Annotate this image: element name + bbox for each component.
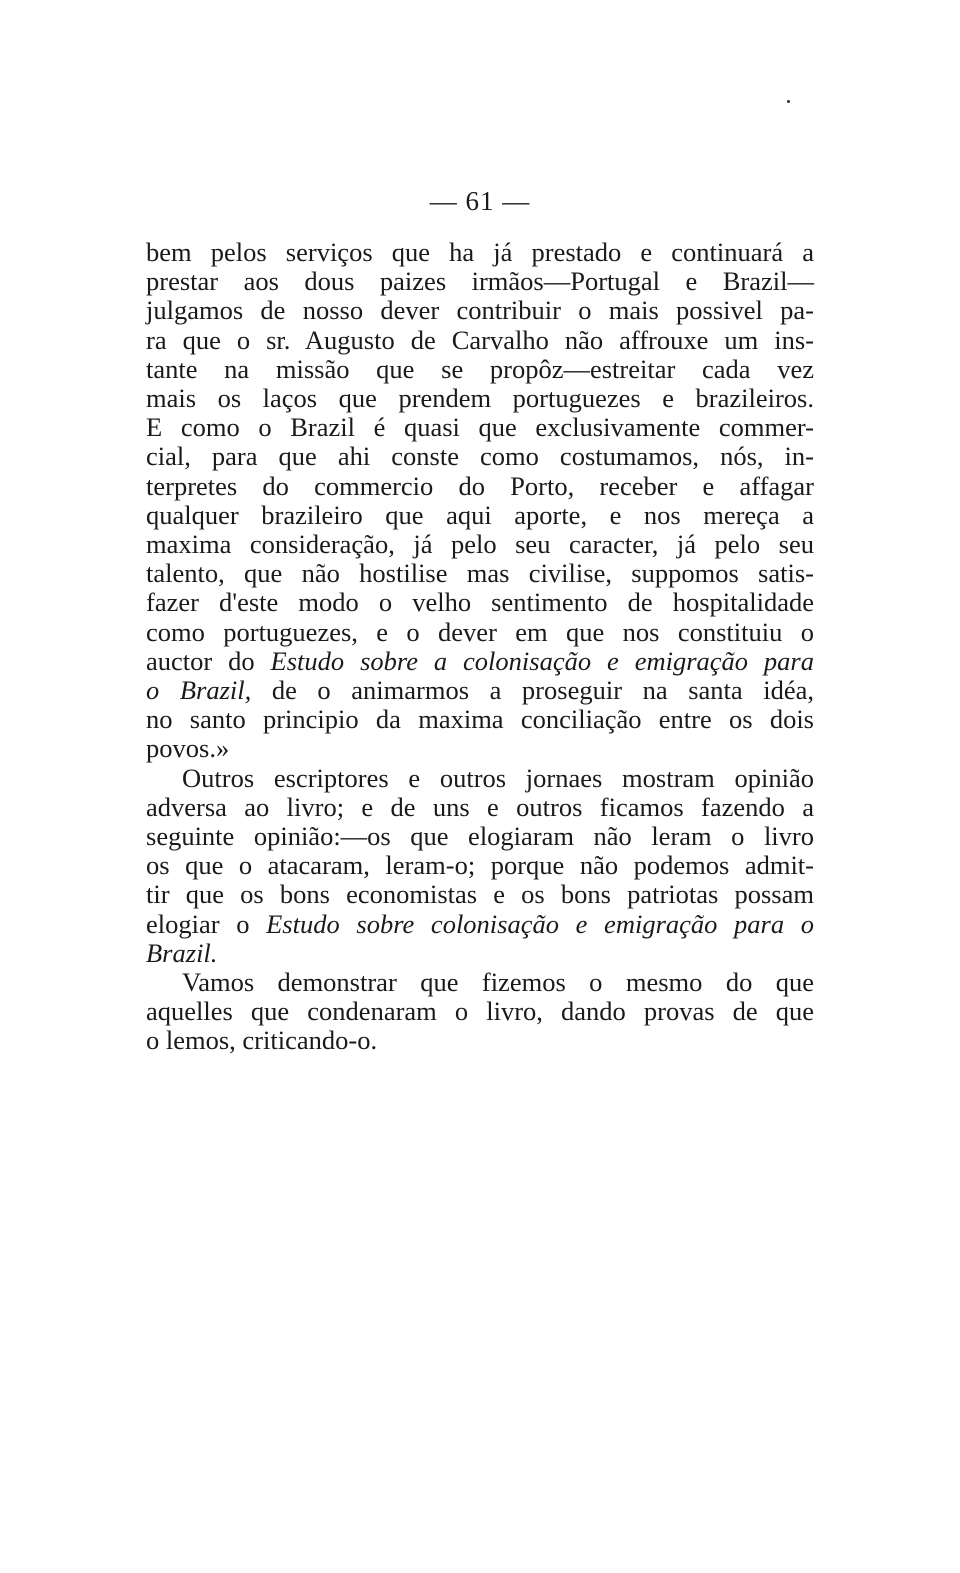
text-segment: elogiar o — [146, 908, 267, 939]
text-line: julgamos de nosso dever contribuir o mais possivel pa- — [146, 295, 814, 326]
text-line: maxima consideração, já pelo seu caracter, já pelo seu — [146, 529, 814, 560]
book-title: Estudo sobre a colonisação e emigração para — [270, 645, 814, 676]
text-line: tir que os bons economistas e os bons patriotas possam — [146, 879, 814, 910]
text-line: bem pelos serviços que ha já prestado e continuará a — [146, 237, 814, 267]
text-line: prestar aos dous paizes irmãos—Portugal e Brazil— — [146, 266, 814, 297]
text-line — [146, 939, 814, 968]
text-line: tante na missão que se propôz—estreitar cada vez — [146, 353, 814, 384]
text-line: qualquer brazileiro que aqui aporte, e nos mereça a — [146, 499, 814, 530]
text-line: o lemos, criticando-o. — [146, 1025, 378, 1056]
text-line: adversa ao livro; e de uns e outros ficamos fazendo a — [146, 791, 814, 822]
text-line: povos.» — [146, 733, 230, 764]
text-segment: auctor do — [146, 645, 271, 676]
text-line: Outros escriptores e outros jornaes mostram opinião — [182, 762, 814, 793]
text-line: os que o atacaram, leram-o; porque não podemos admit- — [146, 850, 814, 881]
text-line: no santo principio da maxima conciliação entre os dois — [146, 704, 814, 735]
text-line: cial, para que ahi conste como costumamos, nós, in- — [146, 441, 814, 472]
text-line: fazer d'este modo o velho sentimento de hospitalidade — [146, 587, 814, 618]
text-segment: de o animarmos a proseguir na santa idéa, — [251, 675, 814, 706]
text-line: ra que o sr. Augusto de Carvalho não affrouxe um ins- — [146, 324, 814, 355]
text-line: aquelles que condenaram o livro, dando provas de que — [146, 996, 814, 1027]
text-line: talento, que não hostilise mas civilise, suppomos satis- — [146, 558, 814, 589]
text-line: Vamos demonstrar que fizemos o mesmo do que — [182, 967, 814, 998]
text-line — [146, 910, 814, 939]
text-line: E como o Brazil é quasi que exclusivamente commer- — [146, 412, 814, 443]
text-line — [146, 647, 814, 676]
page-number: — 61 — — [429, 186, 531, 216]
ink-speck — [787, 100, 790, 103]
text-line: seguinte opinião:—os que elogiaram não leram o livro — [146, 821, 814, 852]
book-title: o Brazil, — [146, 675, 252, 706]
text-line: como portuguezes, e o dever em que nos constituiu o — [146, 616, 814, 647]
book-title: Estudo sobre colonisação e emigração para o — [266, 908, 814, 939]
text-line — [146, 676, 814, 705]
text-line: mais os laços que prendem portuguezes e brazileiros. — [146, 383, 814, 414]
body-text — [146, 238, 814, 1056]
text-line: terpretes do commercio do Porto, receber e affagar — [146, 470, 814, 501]
book-title: Brazil. — [146, 937, 218, 968]
